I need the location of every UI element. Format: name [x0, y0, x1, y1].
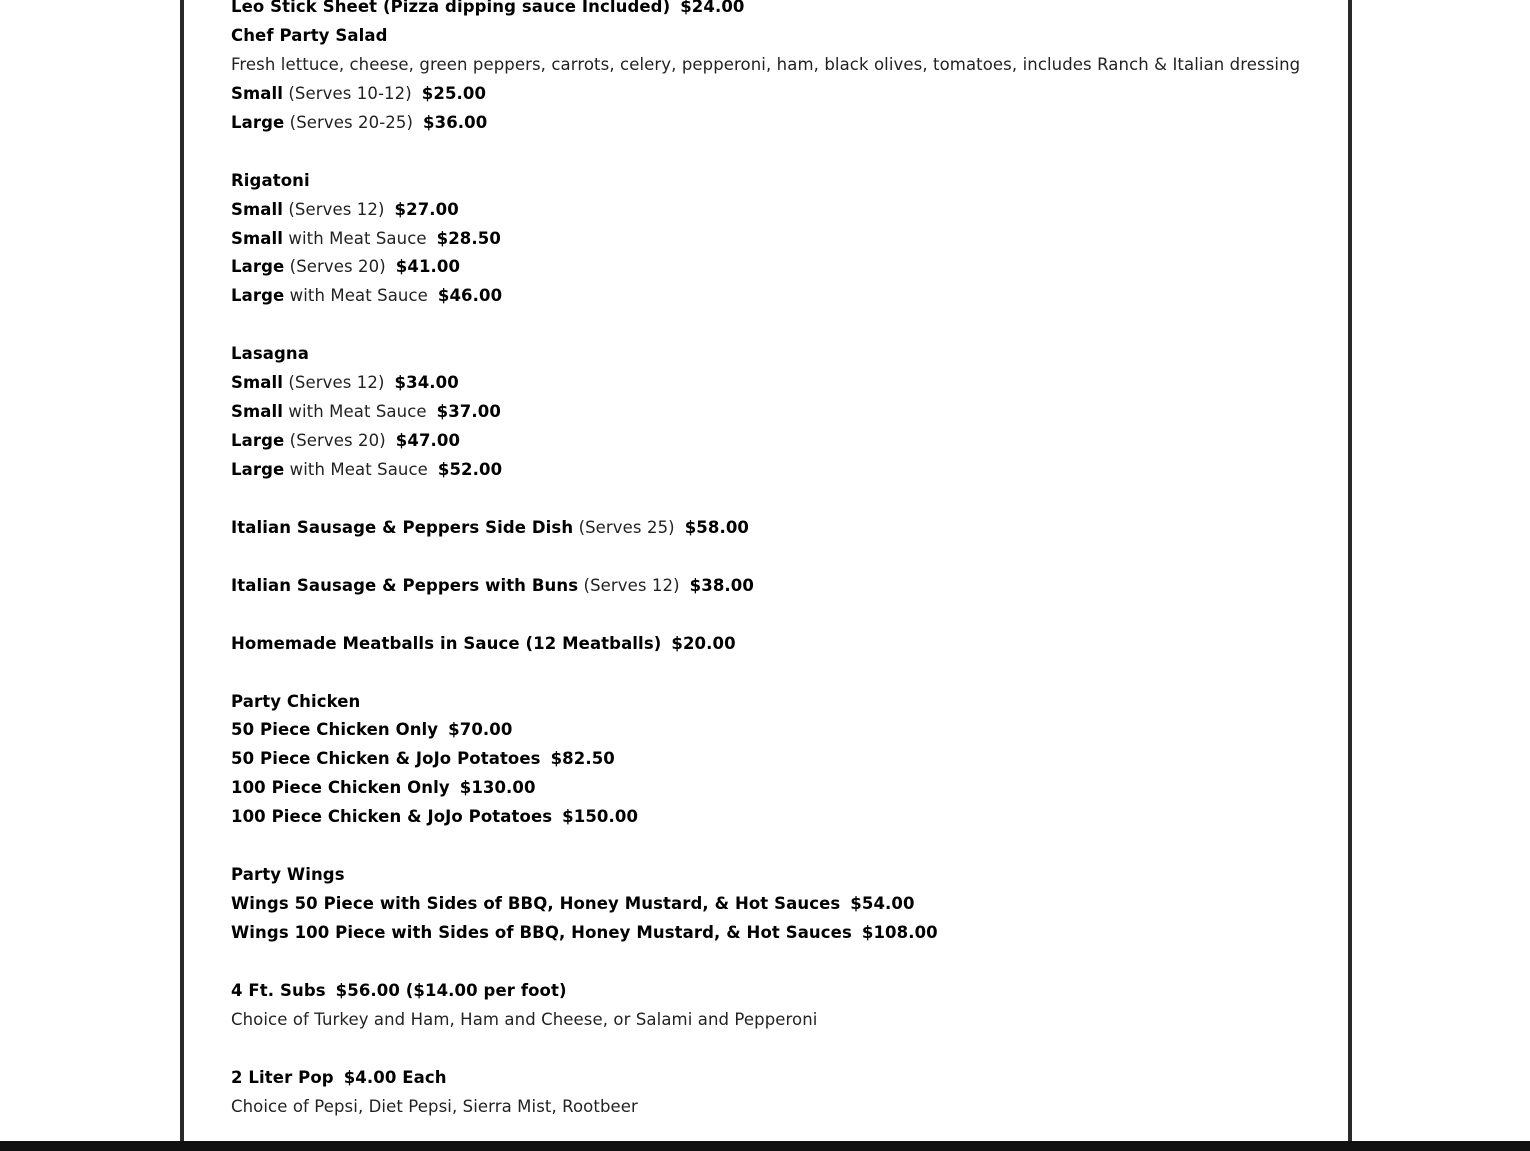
- menu-line-leo-stick: [231, 0, 1331, 22]
- item-price: $82.50: [550, 749, 615, 769]
- chef-salad-small: [231, 80, 1331, 109]
- size-label: Small: [231, 373, 284, 393]
- item-name: 50 Piece Chicken Only: [231, 720, 439, 740]
- lasagna-small: [231, 369, 1331, 398]
- lasagna-large-meat: [231, 456, 1331, 485]
- item-name: Italian Sausage & Peppers with Buns: [231, 575, 579, 595]
- meatballs: [231, 630, 1331, 659]
- serves-text: with Meat Sauce: [288, 402, 427, 422]
- serves-text: (Serves 20): [289, 257, 386, 277]
- section-title-chef-salad: [231, 22, 1331, 51]
- section-title-lasagna: [231, 340, 1331, 369]
- item-name: Wings 100 Piece with Sides of BBQ, Honey Mustard, & Hot Sauces: [231, 923, 852, 942]
- section-title-party-wings: [231, 861, 1331, 890]
- item-name: 2 Liter Pop: [231, 1067, 334, 1087]
- serves-text: (Serves 20): [289, 431, 386, 451]
- size-label: Large: [231, 431, 285, 451]
- list-item: [231, 890, 1331, 919]
- item-price: $46.00: [437, 286, 503, 306]
- section-title: Party Wings: [231, 865, 345, 885]
- serves-text: with Meat Sauce: [288, 228, 427, 248]
- item-price: $4.00 Each: [343, 1067, 447, 1087]
- list-item: [231, 774, 1331, 803]
- size-label: Large: [231, 112, 285, 132]
- item-name: 100 Piece Chicken & JoJo Potatoes: [231, 807, 553, 827]
- item-price: $25.00: [421, 83, 487, 103]
- serves-text: (Serves 25): [578, 517, 675, 537]
- section-title-party-chicken: [231, 688, 1331, 717]
- rigatoni-large: [231, 253, 1331, 282]
- item-price: $108.00: [861, 923, 938, 942]
- item-price: $20.00: [671, 633, 736, 653]
- list-item: [231, 803, 1331, 832]
- sausage-with-buns: [231, 572, 1331, 601]
- item-price: $28.50: [436, 228, 501, 248]
- size-label: Small: [231, 83, 284, 103]
- list-item: [231, 745, 1331, 774]
- item-price: $58.00: [684, 517, 749, 537]
- section-title: Lasagna: [231, 344, 309, 364]
- bottom-bar: [0, 1141, 1530, 1151]
- rigatoni-small: [231, 196, 1331, 225]
- serves-text: (Serves 12): [288, 199, 385, 219]
- lasagna-large: [231, 427, 1331, 456]
- list-item: [231, 919, 1331, 948]
- serves-text: with Meat Sauce: [289, 286, 428, 306]
- size-label: Small: [231, 228, 284, 248]
- item-name: Leo Stick Sheet (Pizza dipping sauce Included): [231, 0, 671, 16]
- item-price: $34.00: [394, 373, 459, 393]
- item-price: $150.00: [562, 807, 639, 827]
- serves-text: with Meat Sauce: [289, 460, 428, 479]
- item-name: Wings 50 Piece with Sides of BBQ, Honey Mustard, & Hot Sauces: [231, 894, 841, 914]
- rigatoni-small-meat: [231, 225, 1331, 254]
- serves-text: (Serves 10-12): [288, 83, 412, 103]
- item-description: Fresh lettuce, cheese, green peppers, carrots, celery, pepperoni, ham, black olives, tomatoes, includes Ranch & Italian dressing: [231, 54, 1301, 74]
- serves-text: (Serves 12): [583, 575, 680, 595]
- chef-salad-description: [231, 51, 1331, 80]
- section-title: Rigatoni: [231, 170, 310, 190]
- item-price: $27.00: [394, 199, 459, 219]
- item-name: 4 Ft. Subs: [231, 980, 326, 1000]
- section-title: Chef Party Salad: [231, 25, 388, 45]
- subs-description: [231, 1006, 1331, 1035]
- rigatoni-large-meat: [231, 282, 1331, 311]
- item-name: 100 Piece Chicken Only: [231, 778, 450, 798]
- item-price: $54.00: [850, 894, 915, 914]
- sausage-side-dish: [231, 514, 1331, 543]
- size-label: Large: [231, 460, 285, 479]
- item-price: $38.00: [689, 575, 754, 595]
- item-name: Italian Sausage & Peppers Side Dish: [231, 517, 574, 537]
- item-price: $24.00: [680, 0, 745, 16]
- item-price: $56.00 ($14.00 per foot): [335, 980, 567, 1000]
- serves-text: (Serves 20-25): [289, 112, 414, 132]
- list-item: [231, 716, 1331, 745]
- item-description: Choice of Turkey and Ham, Ham and Cheese, or Salami and Pepperoni: [231, 1009, 818, 1029]
- subs: [231, 977, 1331, 1006]
- item-price: $70.00: [448, 720, 513, 740]
- item-price: $41.00: [395, 257, 461, 277]
- item-description: Choice of Pepsi, Diet Pepsi, Sierra Mist, Rootbeer: [231, 1096, 638, 1116]
- item-price: $47.00: [395, 431, 461, 451]
- item-price: $37.00: [436, 402, 501, 422]
- item-price: $130.00: [459, 778, 536, 798]
- item-name: 50 Piece Chicken & JoJo Potatoes: [231, 749, 541, 769]
- item-price: $36.00: [423, 112, 488, 132]
- size-label: Small: [231, 402, 284, 422]
- lasagna-small-meat: [231, 398, 1331, 427]
- serves-text: (Serves 12): [288, 373, 385, 393]
- section-title: Party Chicken: [231, 691, 361, 711]
- size-label: Small: [231, 199, 284, 219]
- pop-description: [231, 1093, 1331, 1122]
- catering-menu: [231, 0, 1331, 1122]
- pop: [231, 1064, 1331, 1093]
- chef-salad-large: [231, 109, 1331, 138]
- section-title-rigatoni: [231, 167, 1331, 196]
- size-label: Large: [231, 257, 285, 277]
- size-label: Large: [231, 286, 285, 306]
- item-price: $52.00: [437, 460, 503, 479]
- item-name: Homemade Meatballs in Sauce (12 Meatballs): [231, 633, 662, 653]
